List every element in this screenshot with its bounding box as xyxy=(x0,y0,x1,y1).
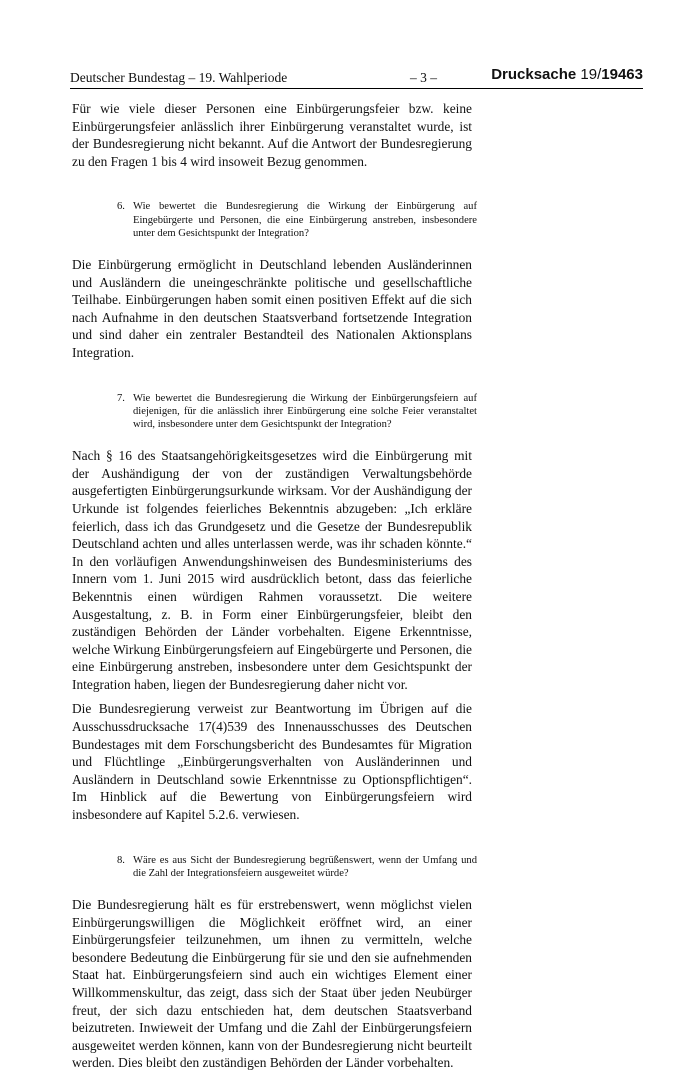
question-6-number: 6. xyxy=(117,201,125,213)
document-label: Drucksache xyxy=(491,66,577,83)
page-header xyxy=(70,66,643,89)
question-8-number: 8. xyxy=(117,854,125,866)
page-number: – 3 – xyxy=(410,70,437,85)
answer-paragraph-8: Die Bundesregierung hält es für erstrebenswert, wenn möglichst vielen Einbürgerungswilligen die Möglichkeit eröffnet wird, an einer Einbürgerungsfeier teilzunehmen, um ihnen zu vermitteln, welche besondere Bedeutung die Einbürgerung für sie und den sie aufnehmenden Staat hat. Einbürgerungsfeiern sind auch ein wichtiges Element einer Willkommenskultur, das zeigt, dass sich der Staat über jeden Neubürger freut, der sich dazu entschieden hat, dem deutschen Staatsverband beizutreten. Inwieweit der Umfang und die Zahl der Einbürgerungsfeiern ausgeweitet werden können, kann von der Bundesregierung nicht beurteilt werden. Dies bleibt den zuständigen Behörden der Länder vorbehalten. xyxy=(72,897,472,1071)
document-number xyxy=(491,66,643,83)
answer-paragraph-7a: Nach § 16 des Staatsangehörigkeitsgesetzes wird die Einbürgerung mit der Aushändigung der von der zuständigen Verwaltungsbehörde ausgefertigten Einbürgerungsurkunde wirksam. Vor der Aushändigung der Urkunde ist folgendes feierliches Bekenntnis abzugeben: „Ich erkläre feierlich, dass ich das Grundgesetz und die Gesetze der Bundesrepublik Deutschland achten und alles unterlassen werde, was ihr schaden könnte.“ In den vorläufigen Anwendungshinweisen des Bundesministeriums des Innern vom 1. Juni 2015 wird ausdrücklich betont, dass das feierliche Bekenntnis einen würdigen Rahmen voraussetzt. Die weitere Ausgestaltung, z. B. in Form einer Einbürgerungsfeier, bleibt den zuständigen Behörden der Länder vorbehalten. Eigene Erkenntnisse, welche Wirkung Einbürgerungsfeiern auf Eingebürgerte und Personen, die eine Einbürgerung anstreben, insbesondere unter dem Gesichtspunkt der Integration haben, liegen der Bundesregierung daher nicht vor. xyxy=(72,448,472,692)
parliament-period: Deutscher Bundestag – 19. Wahlperiode xyxy=(70,70,288,85)
document-number-prefix: 19/ xyxy=(580,66,602,83)
answer-paragraph-7b: Die Bundesregierung verweist zur Beantwortung im Übrigen auf die Ausschussdrucksache 17(4)539 des Innenausschusses des Deutschen Bundestages mit dem Forschungsbericht des Bundesamtes für Migration und Flüchtlinge „Einbürgerungsverhalten von Ausländerinnen und Ausländern in Deutschland sowie Erkenntnisse zu Optionspflichtigen“. Im Hinblick auf die Bewertung von Einbürgerungsfeiern wird insbesondere auf Kapitel 5.2.6. verwiesen. xyxy=(72,701,472,823)
question-7-text: Wie bewertet die Bundesregierung die Wirkung der Einbürgerungsfeiern auf diejenigen, für die anlässlich ihrer Einbürgerung eine solche Feier veranstaltet wird, insbesondere unter dem Gesichtspunkt der Integration? xyxy=(133,392,477,430)
question-6 xyxy=(117,200,477,240)
answer-paragraph-6: Die Einbürgerung ermöglicht in Deutschland lebenden Ausländerinnen und Ausländern die uneingeschränkte politische und gesellschaftliche Teilhabe. Einbürgerungen haben somit einen positiven Effekt auf die sich nach Aufnahme in den deutschen Staatsverband fortsetzende Integration und sind daher ein zentraler Bestandteil des Nationalen Aktionsplans Integration. xyxy=(72,256,472,360)
question-7 xyxy=(117,392,477,432)
answer-paragraph-1: Für wie viele dieser Personen eine Einbürgerungsfeier bzw. keine Einbürgerungsfeier anlässlich ihrer Einbürgerung veranstaltet wurde, ist der Bundesregierung nicht bekannt. Auf die Antwort der Bundesregierung zu den Fragen 1 bis 4 wird insoweit Bezug genommen. xyxy=(72,101,472,169)
question-8-text: Wäre es aus Sicht der Bundesregierung begrüßenswert, wenn der Umfang und die Zahl der Integrationsfeiern ausgeweitet würde? xyxy=(133,854,477,879)
page-content xyxy=(72,100,477,1072)
question-6-text: Wie bewertet die Bundesregierung die Wirkung der Einbürgerung auf Eingebürgerte und Personen, die eine Einbürgerung anstreben, insbesondere unter dem Gesichtspunkt der Integration? xyxy=(133,201,477,239)
question-8 xyxy=(117,854,477,880)
question-7-number: 7. xyxy=(117,392,125,404)
document-number-main: 19463 xyxy=(601,66,643,83)
